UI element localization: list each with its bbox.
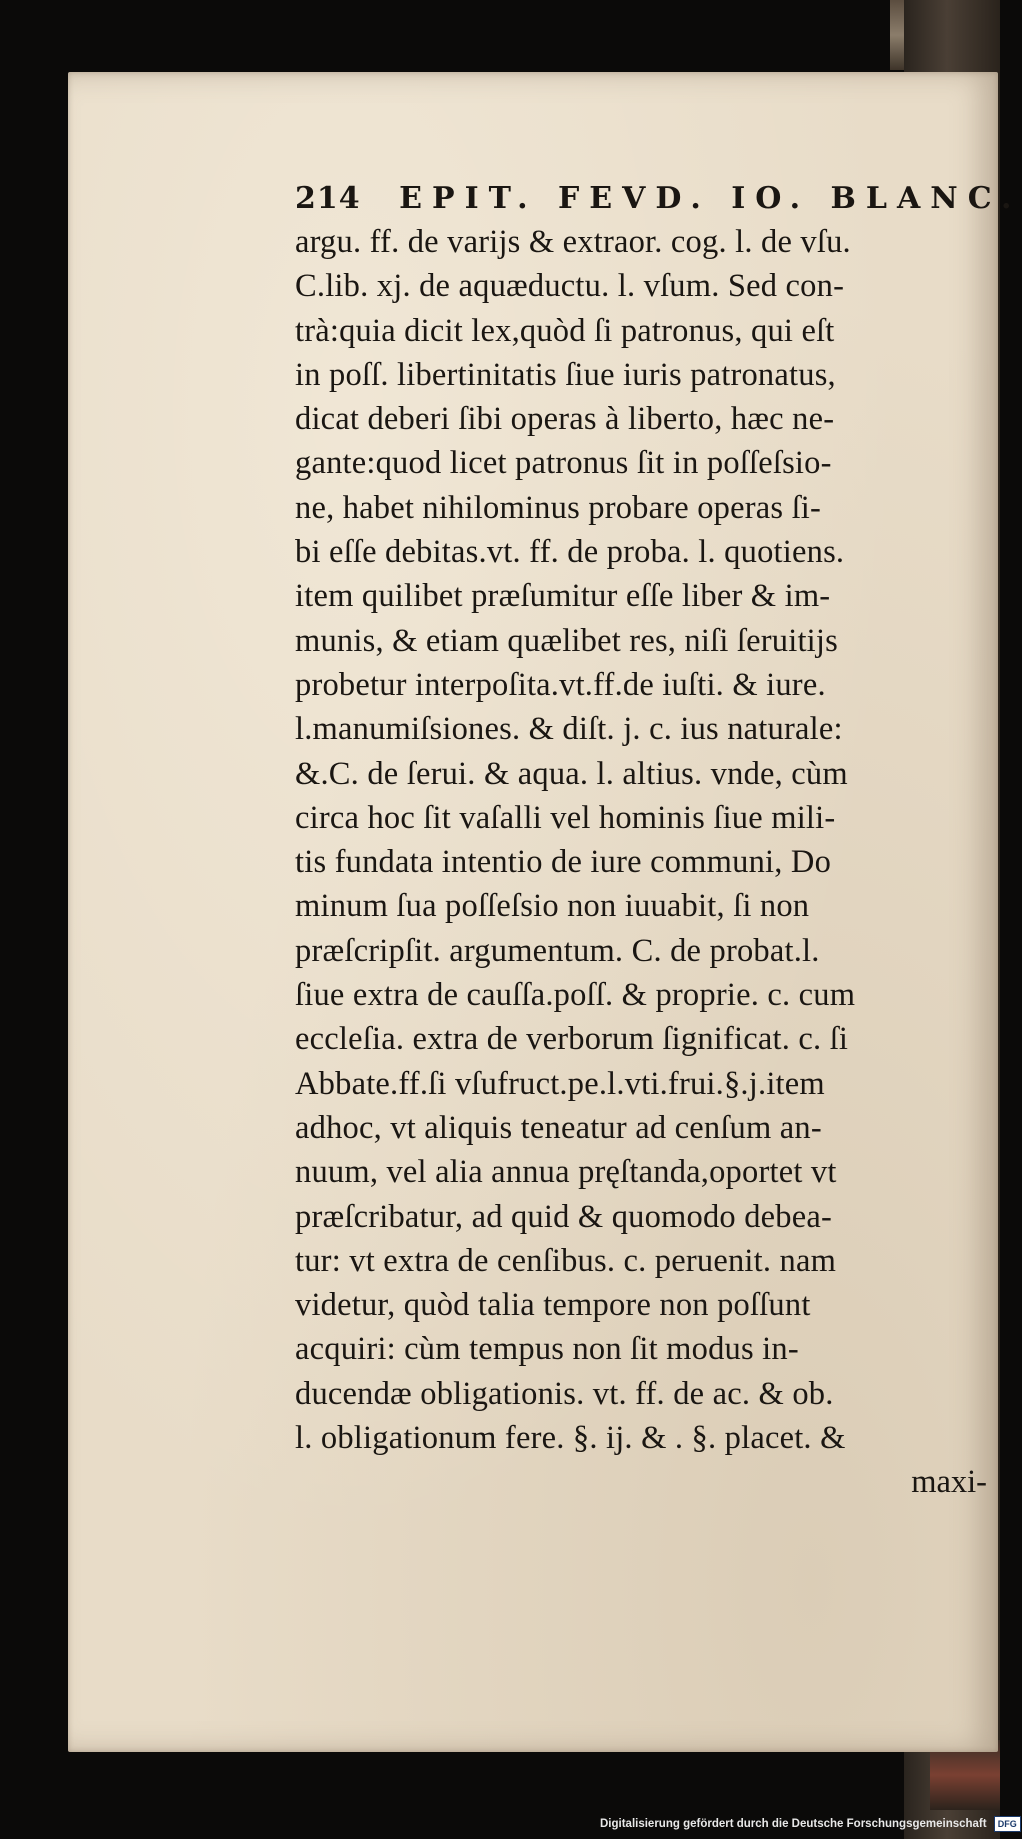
text-line: trà:quia dicit lex,quòd ſi patronus, qui eſt	[295, 312, 835, 349]
digitization-credit	[600, 1813, 1021, 1835]
text-line: probetur interpoſita.vt.ff.de iuſti. & iure.	[295, 666, 826, 703]
text-line: videtur, quòd talia tempore non poſſunt	[295, 1287, 811, 1324]
text-line: adhoc, vt aliquis teneatur ad cenſum an-	[295, 1109, 822, 1146]
text-line: l.manumiſsiones. & diſt. j. c. ius naturale:	[295, 711, 843, 748]
text-line: tur: vt extra de cenſibus. c. peruenit. nam	[295, 1242, 837, 1279]
text-line: nuum, vel alia annua pręſtanda,oportet vt	[295, 1154, 837, 1191]
text-line: munis, & etiam quælibet res, niſi ſeruitijs	[295, 622, 838, 659]
text-line: bi eſſe debitas.vt. ff. de proba. l. quotiens.	[295, 534, 845, 571]
running-title: EPIT. FEVD. IO. BLANC.	[399, 181, 1022, 216]
page-number: 214	[295, 181, 361, 216]
text-line: minum ſua poſſeſsio non iuuabit, ſi non	[295, 888, 810, 925]
text-line: circa hoc ſit vaſalli vel hominis ſiue mili-	[295, 799, 836, 836]
dfg-logo: DFG	[994, 1816, 1021, 1832]
text-line: ducendæ obligationis. vt. ff. de ac. & ob.	[295, 1375, 834, 1412]
text-line: l. obligationum fere. §. ij. & . §. placet. &	[295, 1420, 846, 1457]
text-line: in poſſ. libertinitatis ſiue iuris patronatus,	[295, 356, 836, 393]
text-line: eccleſia. extra de verborum ſignificat. c. ſi	[295, 1021, 849, 1058]
text-line: acquiri: cùm tempus non ſit modus in-	[295, 1331, 799, 1368]
running-header	[295, 178, 1022, 220]
text-line: gante:quod licet patronus ſit in poſſeſsio-	[295, 445, 832, 482]
text-line: ſiue extra de cauſſa.poſſ. & proprie. c. cum	[295, 977, 856, 1014]
catchword: maxi-	[911, 1464, 987, 1501]
text-line: ne, habet nihilominus probare operas ſi-	[295, 489, 822, 526]
text-line: argu. ff. de varijs & extraor. cog. l. de vſu.	[295, 224, 851, 260]
text-line: præſcribatur, ad quid & quomodo debea-	[295, 1198, 832, 1235]
credit-text: Digitalisierung gefördert durch die Deutsche Forschungsgemeinschaft	[600, 1818, 987, 1830]
text-line: tis fundata intentio de iure communi, Do	[295, 844, 832, 881]
text-line: Abbate.ff.ſi vſufruct.pe.l.vti.frui.§.j.item	[295, 1065, 825, 1102]
text-line: item quilibet præſumitur eſſe liber & im-	[295, 578, 831, 615]
body-text	[295, 220, 995, 1460]
text-line: præſcripſit. argumentum. C. de probat.l.	[295, 932, 820, 969]
text-line: C.lib. xj. de aquæductu. l. vſum. Sed con-	[295, 268, 845, 305]
text-line: dicat deberi ſibi operas à liberto, hæc ne-	[295, 401, 835, 438]
text-line: &.C. de ſerui. & aqua. l. altius. vnde, cùm	[295, 755, 848, 792]
text-block	[295, 178, 1022, 1504]
